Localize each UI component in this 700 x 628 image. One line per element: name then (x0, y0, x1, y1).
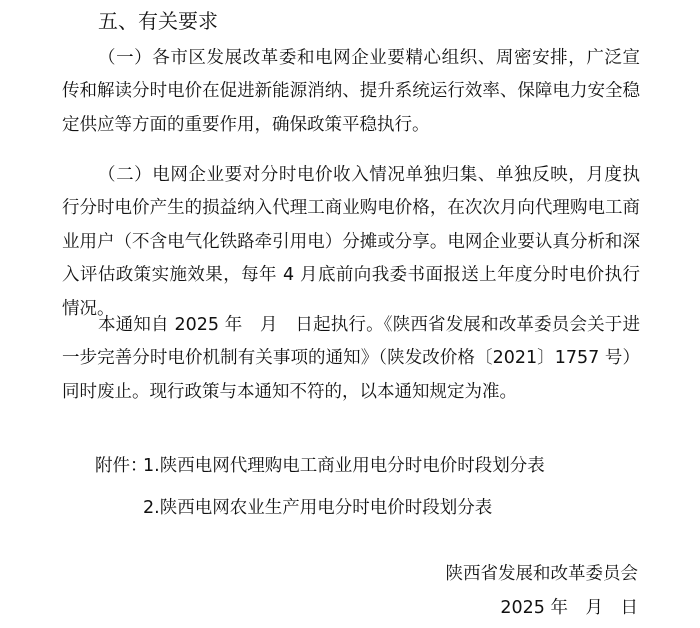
attachment-list (95, 454, 545, 478)
paragraph-effective-date: 本通知自 2025 年 月 日起执行。《陕西省发展和改革委员会关于进一步完善分时电价机制有关事项的通知》（陕发改价格〔2021〕1757 号）同时废止。现行政策与本通知不符的，以本通知规定为准。 (62, 315, 640, 402)
attachment-item-1: 1.陕西电网代理购电工商业用电分时电价时段划分表 (143, 456, 545, 476)
signature-date: 2025 年 月 日 (500, 598, 638, 618)
paragraph-settlement: （二）电网企业要对分时电价收入情况单独归集、单独反映，月度执行分时电价产生的损益纳入代理工商业购电价格，在次次月向代理购电工商业用户（不含电气化铁路牵引用电）分摊或分享。电网企业要认真分析和深入评估政策实施效果，每年 4 月底前向我委书面报送上年度分时电价执行情况。 (62, 165, 640, 319)
attachment-list-row-2 (143, 496, 492, 520)
attachment-label: 附件： (95, 456, 148, 476)
section-heading: 五、有关要求 (98, 9, 218, 33)
signature-organization: 陕西省发展和改革委员会 (445, 564, 638, 584)
paragraph-publicity: （一）各市区发展改革委和电网企业要精心组织、周密安排，广泛宣传和解读分时电价在促进新能源消纳、提升系统运行效率、保障电力安全稳定供应等方面的重要作用，确保政策平稳执行。 (62, 48, 640, 135)
attachment-item-2: 2.陕西电网农业生产用电分时电价时段划分表 (143, 498, 493, 518)
